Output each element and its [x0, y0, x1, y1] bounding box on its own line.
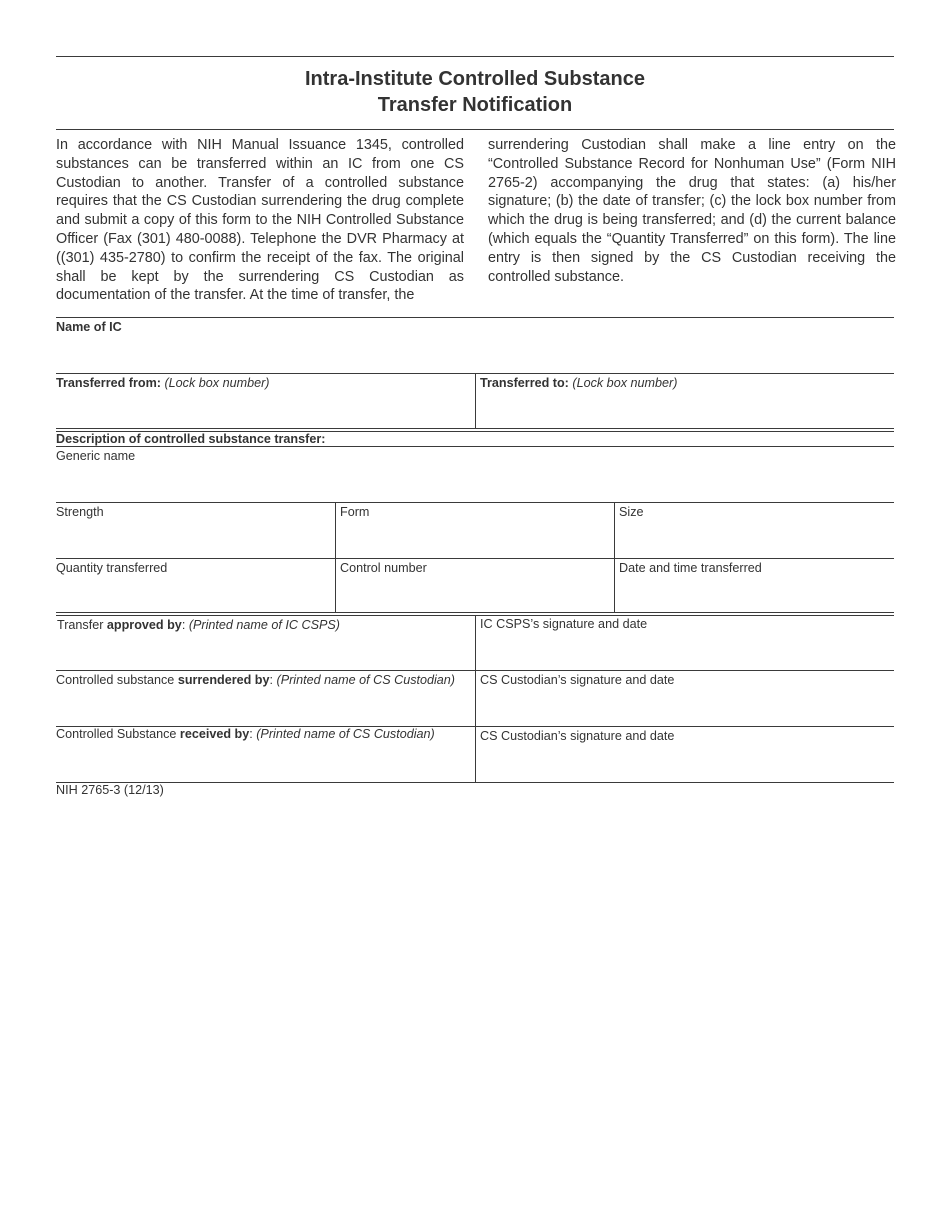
transferred-from-field[interactable]: [56, 374, 475, 428]
size-field[interactable]: [615, 503, 894, 558]
surrendered-by-field[interactable]: [56, 671, 475, 726]
transferred-from-label-italic: (Lock box number): [164, 376, 270, 390]
transferred-to-label: [480, 376, 677, 390]
description-double-rule-a: [56, 428, 894, 429]
surrendered-by-label-post: :: [269, 673, 277, 687]
form-title: [56, 66, 894, 118]
date-time-transferred-label: Date and time transferred: [619, 561, 762, 575]
csps-signature-field[interactable]: [476, 616, 894, 670]
approved-by-label-pre: Transfer: [57, 618, 107, 632]
received-by-label-pre: Controlled Substance: [56, 727, 180, 741]
surrendered-by-label: [56, 673, 455, 687]
surrendered-by-label-bold: surrendered by: [177, 673, 270, 687]
title-line-1: Intra-Institute Controlled Substance: [304, 68, 646, 90]
approved-by-label-bold: approved by: [106, 618, 182, 632]
transferred-from-label-bold: Transferred from:: [56, 376, 161, 390]
form-type-label: Form: [340, 505, 370, 519]
quantity-transferred-field[interactable]: [56, 559, 335, 612]
received-by-label-bold: received by: [179, 727, 250, 741]
generic-name-field[interactable]: [56, 447, 894, 502]
surrendered-by-label-pre: Controlled substance: [56, 673, 178, 687]
generic-name-label: Generic name: [56, 449, 136, 463]
size-label: Size: [619, 505, 644, 519]
approved-by-label: [57, 618, 340, 632]
name-of-ic-label: Name of IC: [56, 320, 122, 334]
custodian-signature-field-1[interactable]: [476, 671, 894, 726]
transferred-from-label: [56, 376, 269, 390]
received-by-label-italic: (Printed name of CS Custodian): [256, 727, 435, 741]
form-bottom-rule: [56, 782, 894, 783]
custodian-signature-label-1: CS Custodian’s signature and date: [480, 673, 675, 687]
instructions-left-column: In accordance with NIH Manual Issuance 1345, controlled substances can be transferred within an IC from one CS Custodian to another. Transfer of a controlled substance requires that the CS Custodian surrendering the drug complete and submit a copy of this form to the NIH Controlled Substance Officer (Fax (301) 480-0088). Telephone the DVR Pharmacy at ((301) 435-2780) to confirm the receipt of the fax. The original shall be kept by the surrendering CS Custodian as documentation of the transfer. At the time of transfer, the: [56, 137, 464, 304]
control-number-label: Control number: [340, 561, 427, 575]
date-time-transferred-field[interactable]: [615, 559, 894, 612]
received-by-label-post: :: [249, 727, 257, 741]
quantity-transferred-label: Quantity transferred: [56, 561, 168, 575]
instructions-right-column: surrendering Custodian shall make a line entry on the “Controlled Substance Record for Nonhuman Use” (Form NIH 2765-2) accompanying the drug that states: (a) his/her signature; (b) the date of transfer; (c) the lock box number from which the drug is being transferred; and (d) the current balance (which equals the “Quantity Transferred” on this form). The line entry is then signed by the CS Custodian receiving the controlled substance.: [488, 137, 896, 285]
received-by-label: [56, 727, 435, 741]
approved-by-field[interactable]: [56, 616, 475, 670]
custodian-signature-field-2[interactable]: [476, 727, 894, 782]
custodian-signature-label-2: CS Custodian’s signature and date: [480, 729, 675, 743]
description-header: Description of controlled substance transfer:: [56, 432, 326, 446]
title-line-2: Transfer Notification: [377, 94, 573, 116]
transferred-to-field[interactable]: [476, 374, 894, 428]
transferred-to-label-bold: Transferred to:: [480, 376, 569, 390]
received-by-field[interactable]: [56, 727, 475, 782]
signature-double-rule-a: [56, 612, 894, 613]
form-number: NIH 2765-3 (12/13): [56, 783, 164, 797]
approved-by-label-italic: (Printed name of IC CSPS): [188, 618, 340, 632]
title-bottom-rule: [56, 129, 894, 130]
top-rule: [56, 56, 894, 57]
strength-label: Strength: [56, 505, 104, 519]
csps-signature-label: IC CSPS’s signature and date: [480, 617, 648, 631]
transferred-to-label-italic: (Lock box number): [572, 376, 678, 390]
approved-by-label-post: :: [181, 618, 189, 632]
form-type-field[interactable]: [336, 503, 614, 558]
surrendered-by-label-italic: (Printed name of CS Custodian): [276, 673, 455, 687]
control-number-field[interactable]: [336, 559, 614, 612]
strength-field[interactable]: [56, 503, 335, 558]
name-of-ic-field[interactable]: [56, 318, 894, 373]
